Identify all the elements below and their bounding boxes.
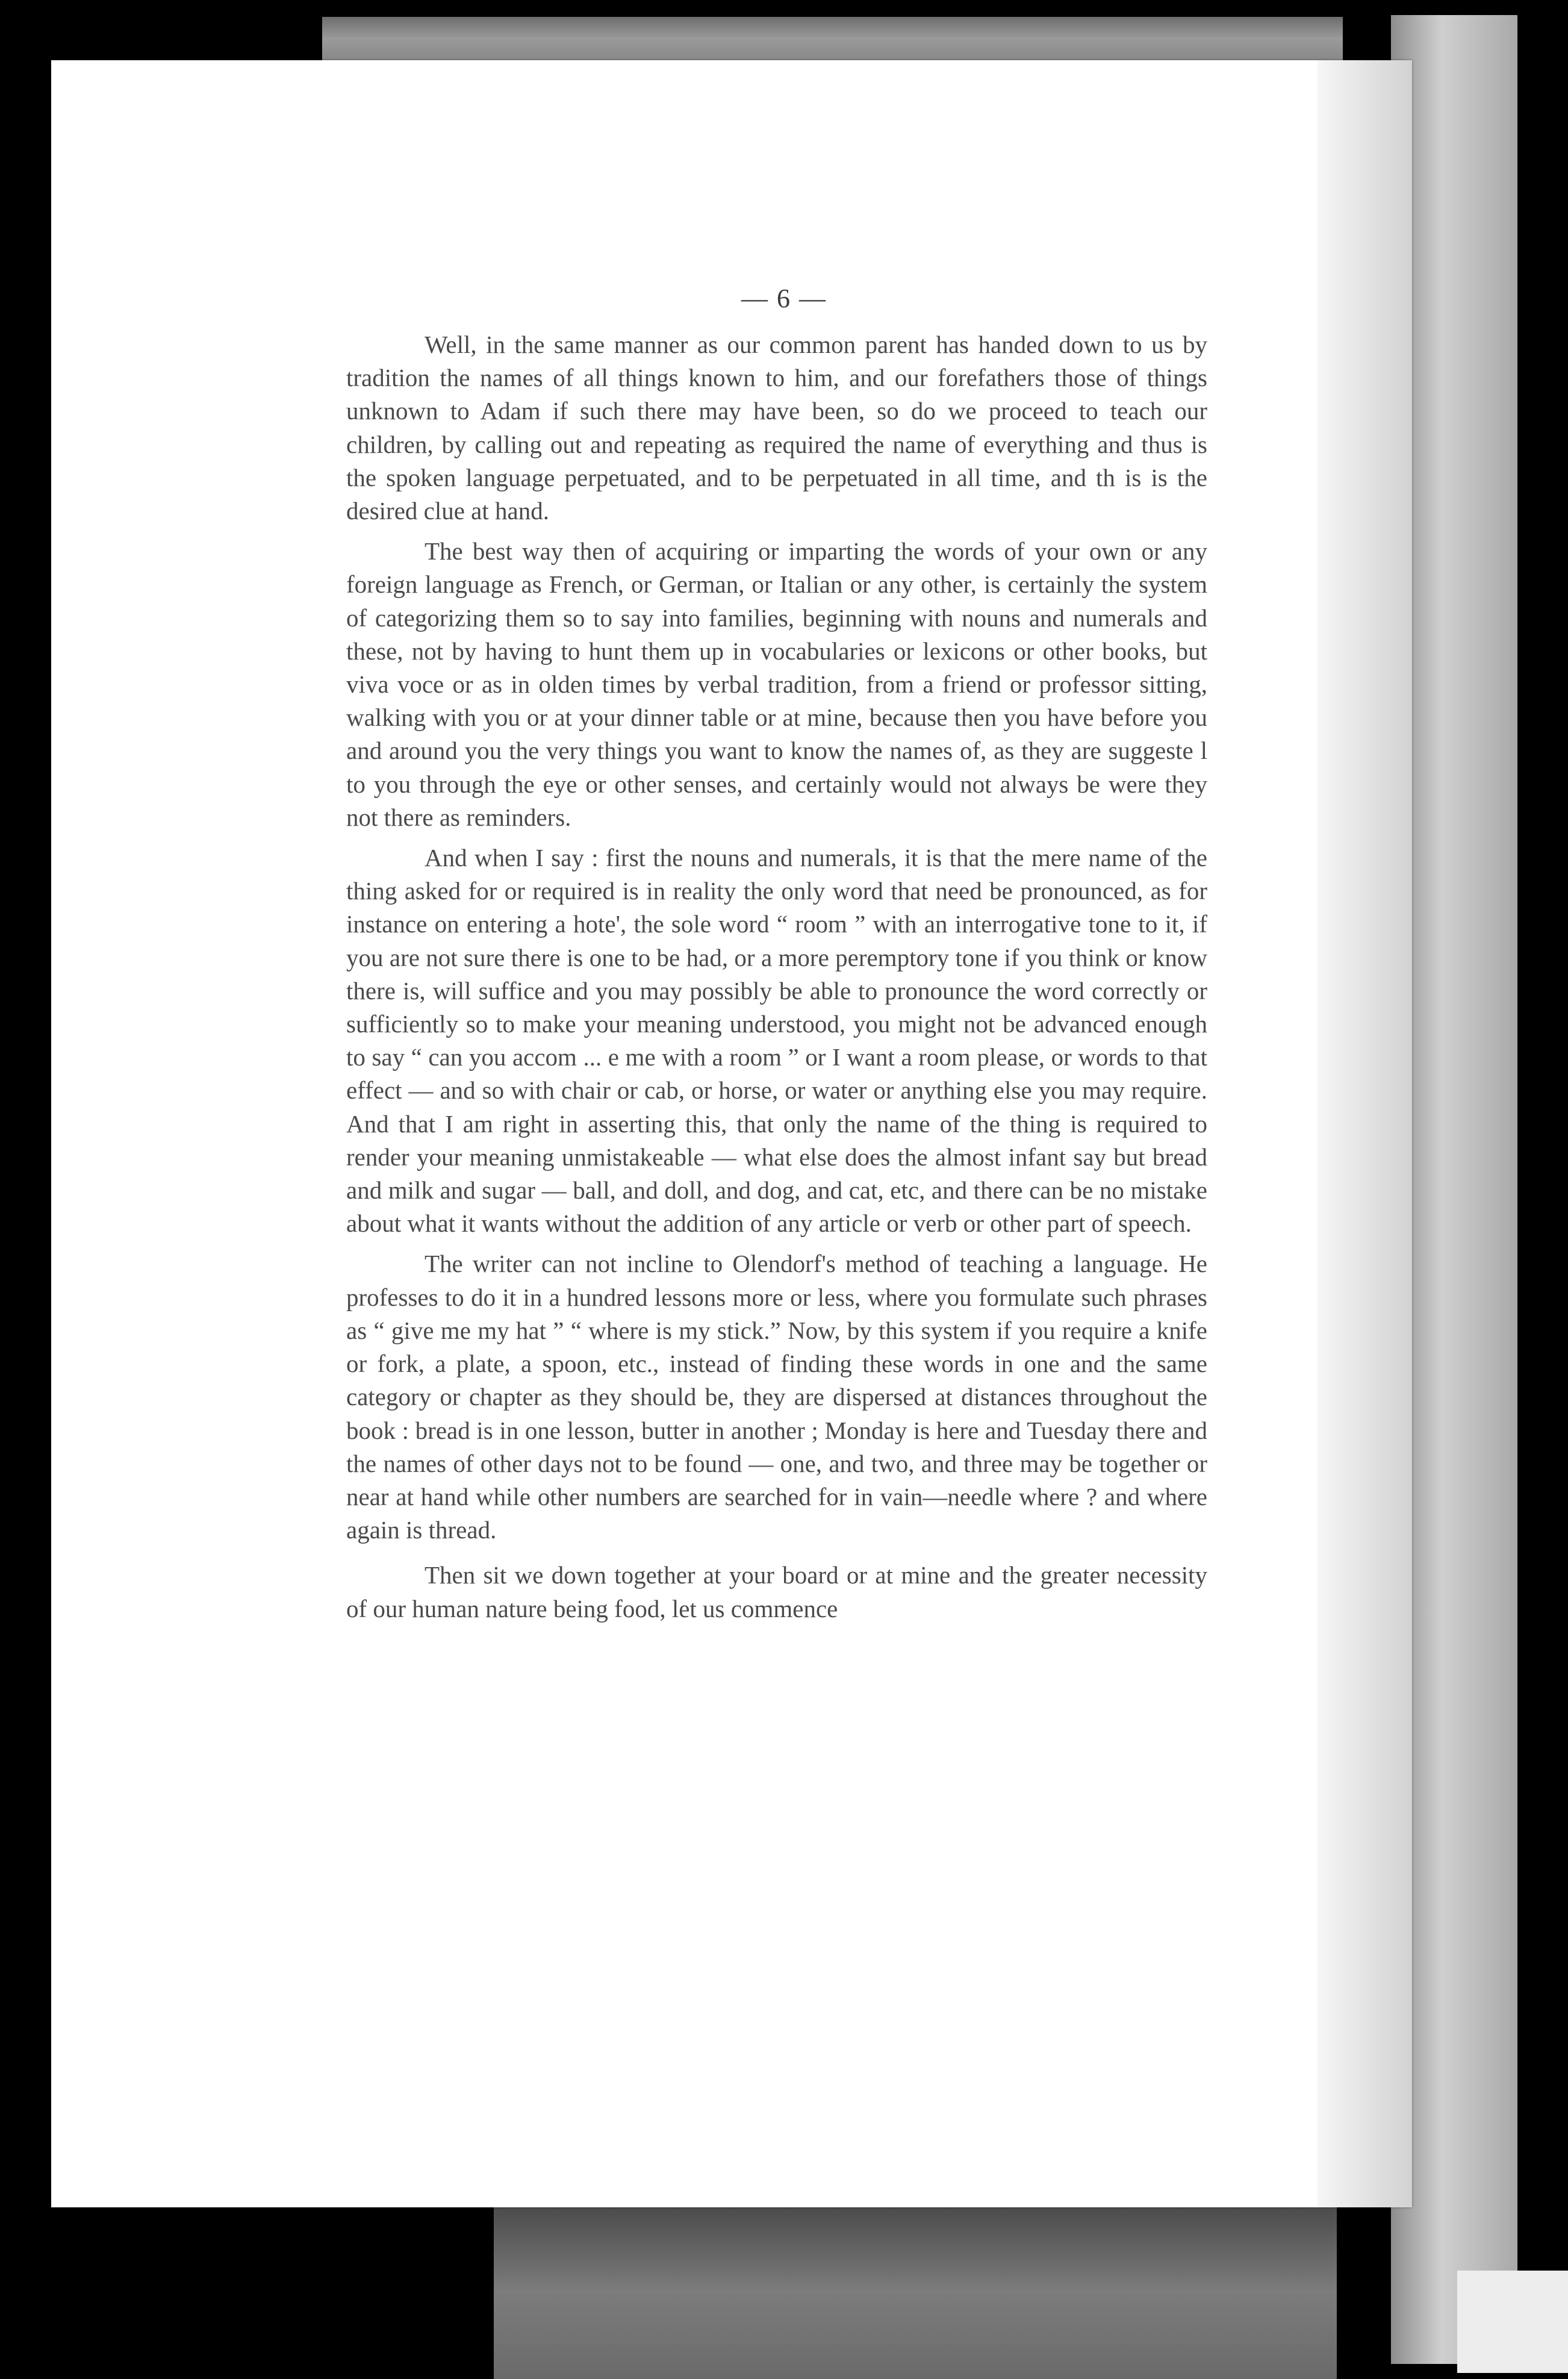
scan-border-top [322, 17, 1343, 65]
paragraph: Well, in the same manner as our common parent has handed down to us by tradition the names of all things known to him, and our forefathers those of things unknown to Adam if such there may have been, so do we proceed to teach our children, by calling out and repeating as required the name of everything and thus is the spoken language perpetuated, and to be perpetuated in all time, and th is is the desired clue at hand. [346, 331, 1207, 525]
paragraph: Then sit we down together at your board or at mine and the greater necessity of our human nature being food, let us commence [346, 1561, 1207, 1623]
paragraph: The writer can not incline to Olendorf's method of teaching a language. He professes to do it in a hundred lessons more or less, where you formulate such phrases as “ give me my hat ” “ where is my stick.” Now, by this system if you require a knife or fork, a plate, a spoon, etc., instead of finding these words in one and the same category or chapter as they should be, they are dispersed at distances throughout the book : bread is in one lesson, butter in another ; Monday is here and Tuesday there and the names of other days not to be found — one, and two, and three may be together or near at hand while other numbers are searched for in vain—needle where ? and where again is thread. [346, 1250, 1207, 1544]
page-edge-shading [1318, 60, 1412, 2207]
paragraph: The best way then of acquiring or imparting the words of your own or any foreign language as French, or German, or Italian or any other, is certainly the system of categorizing them so to say into families, beginning with nouns and numerals and these, not by having to hunt them up in vocabularies or lexicons or other books, but viva voce or as in olden times by verbal tradition, from a friend or professor sitting, walking with you or at your dinner table or at mine, because then you have before you and around you the very things you want to know the names of, as they are suggeste l to you through the eye or other senses, and certainly would not always be were they not there as reminders. [346, 537, 1207, 831]
scan-corner-patch [1457, 2271, 1568, 2373]
page-number: — 6 — [741, 284, 827, 313]
body-text [346, 328, 1207, 1633]
scan-border-bottom [494, 2204, 1337, 2379]
paragraph: And when I say : first the nouns and numerals, it is that the mere name of the thing asked for or required is in reality the only word that need be pronounced, as for instance on entering a hote', the sole word “ room ” with an interrogative tone to it, if you are not sure there is one to be had, or a more peremptory tone if you think or know there is, will suffice and you may possibly be able to pronounce the word correctly or sufficiently so to make your meaning understood, you might not be advanced enough to say “ can you accom ... e me with a room ” or I want a room please, or words to that effect — and so with chair or cab, or horse, or water or anything else you may require. And that I am right in asserting this, that only the name of the thing is required to render your meaning unmistakeable — what else does the almost infant say but bread and milk and sugar — ball, and doll, and dog, and cat, etc, and there can be no mistake about what it wants without the addition of any article or verb or other part of speech. [346, 844, 1207, 1238]
